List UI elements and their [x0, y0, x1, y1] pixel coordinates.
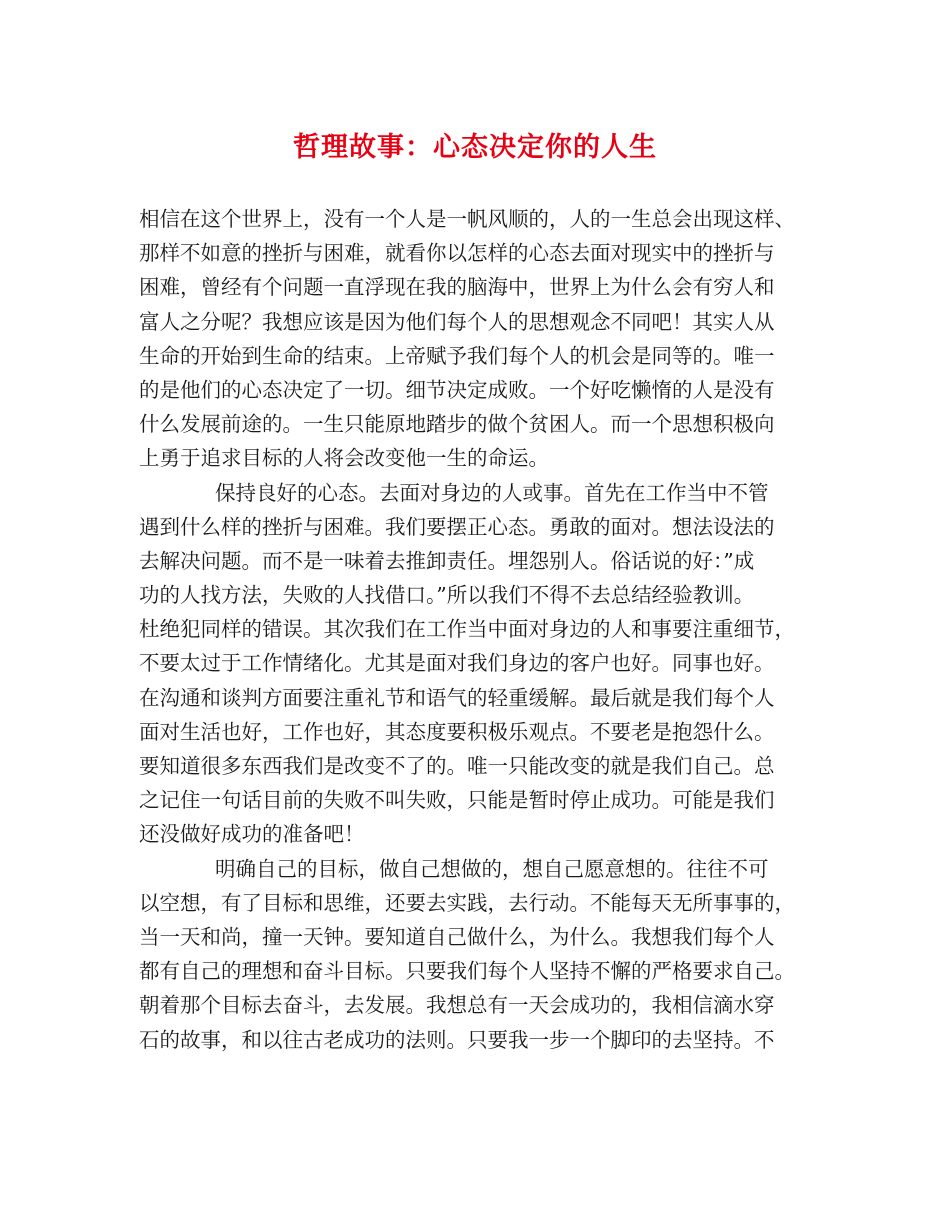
text-line: 功的人找方法，失败的人找借口。”所以我们不得不去总结经验教训。	[139, 583, 755, 608]
text-line: 都有自己的理想和奋斗目标。只要我们每个人坚持不懈的严格要求自己。	[139, 959, 795, 984]
text-line: 遇到什么样的挫折与困难。我们要摆正心态。勇敢的面对。想法设法的	[139, 514, 775, 539]
text-line: 在沟通和谈判方面要注重礼节和语气的轻重缓解。最后就是我们每个人	[139, 685, 775, 710]
text-line: 生命的开始到生命的结束。上帝赋予我们每个人的机会是同等的。唯一	[139, 343, 775, 368]
text-line: 以空想，有了目标和思维，还要去实践，去行动。不能每天无所事事的，	[139, 890, 795, 915]
text-line: 什么发展前途的。一生只能原地踏步的做个贫困人。而一个思想积极向	[139, 412, 775, 437]
paragraph-start-line: 保持良好的心态。去面对身边的人或事。首先在工作当中不管	[215, 480, 769, 505]
text-line: 朝着那个目标去奋斗，去发展。我想总有一天会成功的，我相信滴水穿	[139, 993, 775, 1018]
text-line: 去解决问题。而不是一味着去推卸责任。埋怨别人。俗话说的好：”成	[139, 548, 755, 573]
text-line: 面对生活也好，工作也好，其态度要积极乐观点。不要老是抱怨什么。	[139, 719, 775, 744]
text-line: 之记住一句话目前的失败不叫失败，只能是暂时停止成功。可能是我们	[139, 788, 775, 813]
text-line: 当一天和尚，撞一天钟。要知道自己做什么，为什么。我想我们每个人	[139, 924, 775, 949]
page-title: 哲理故事：心态决定你的人生	[293, 132, 657, 163]
text-line: 要知道很多东西我们是改变不了的。唯一只能改变的就是我们自己。总	[139, 754, 775, 778]
text-line: 的是他们的心态决定了一切。细节决定成败。一个好吃懒惰的人是没有	[139, 377, 775, 402]
text-line: 富人之分呢？我想应该是因为他们每个人的思想观念不同吧！其实人从	[139, 309, 775, 334]
text-line: 上勇于追求目标的人将会改变他一生的命运。	[139, 446, 549, 471]
text-line: 杜绝犯同样的错误。其次我们在工作当中面对身边的人和事要注重细节，	[139, 617, 795, 642]
paragraph-start-line: 明确自己的目标，做自己想做的，想自己愿意想的。往往不可	[215, 856, 769, 881]
document-body	[139, 202, 829, 1057]
text-line: 相信在这个世界上，没有一个人是一帆风顺的，人的一生总会出现这样、	[139, 207, 795, 231]
text-line: 那样不如意的挫折与困难，就看你以怎样的心态去面对现实中的挫折与	[139, 241, 775, 266]
text-line: 还没做好成功的准备吧！	[139, 822, 365, 847]
text-line: 困难，曾经有个问题一直浮现在我的脑海中，世界上为什么会有穷人和	[139, 275, 775, 300]
text-line: 石的故事，和以往古老成功的法则。只要我一步一个脚印的去坚持。不	[139, 1027, 775, 1052]
text-line: 不要太过于工作情绪化。尤其是面对我们身边的客户也好。同事也好。	[139, 651, 775, 676]
